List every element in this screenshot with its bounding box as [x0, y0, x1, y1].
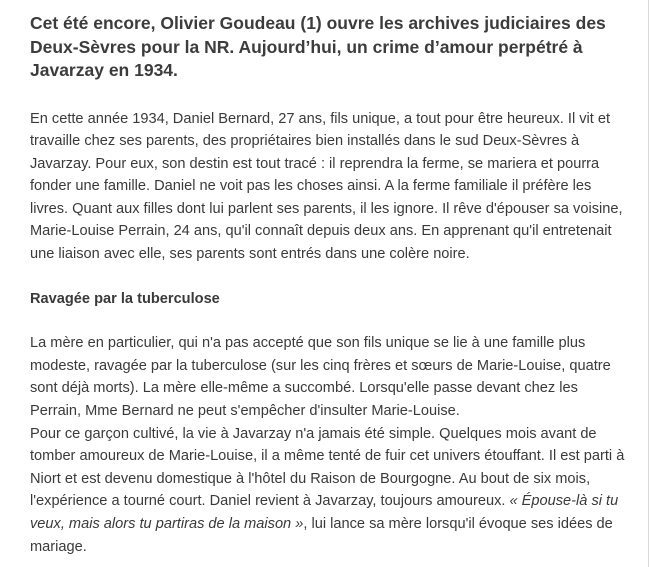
article-subheading: Ravagée par la tuberculose	[30, 290, 220, 307]
article-paragraph-3	[30, 423, 626, 559]
mother-quote: « Épouse-là si tu veux, mais alors tu partiras de la maison »	[30, 493, 619, 532]
paragraph-3-ending: , lui lance sa mère lorsqu'il évoque ses idées de mariage.	[30, 516, 613, 555]
article-paragraph-2: La mère en particulier, qui n'a pas accepté que son fils unique se lie à une famille plus modeste, ravagée par la tuberculose (sur les cinq frères et sœurs de Marie-Louise, quatre sont déjà morts). La mère elle-même a succombé. Lorsqu'elle passe devant chez les Perrain, Mme Bernard ne peut s'empêcher d'insulter Marie-Louise.	[30, 335, 611, 420]
article-paragraph-1: En cette année 1934, Daniel Bernard, 27 ans, fils unique, a tout pour être heureux. Il vit et travaille chez ses parents, des propriétaires bien installés dans le sud Deux-Sèvres à Javarzay. Pour eux, son destin est tout tracé : il reprendra la ferme, se mariera et pourra fonder une famille. Daniel ne voit pas les choses ainsi. A la ferme familiale il préfère les livres. Quant aux filles dont lui parlent ses parents, il les ignore. Il rêve d'épouser sa voisine, Marie-Louise Perrain, 24 ans, qu'il connaît depuis deux ans. En apprenant qu'il entretenait une liaison avec elle, ses parents sont entrés dans une colère noire.	[30, 110, 623, 263]
paragraph-3-text: Pour ce garçon cultivé, la vie à Javarzay n'a jamais été simple. Quelques mois avant de tomber amoureux de Marie-Louise, il a même tenté de fuir cet univers étouffant. Il est parti à Niort et est devenu domestique à l'hôtel du Raison de Bourgogne. Au bout de six mois, l'expérience a tourné court. Daniel revient à Javarzay, toujours amoureux.	[30, 425, 625, 510]
article-lead: Cet été encore, Olivier Goudeau (1) ouvre les archives judiciaires des Deux-Sèvres pour la NR. Aujourd’hui, un crime d’amour perpétré à Javarzay en 1934.	[30, 13, 606, 80]
